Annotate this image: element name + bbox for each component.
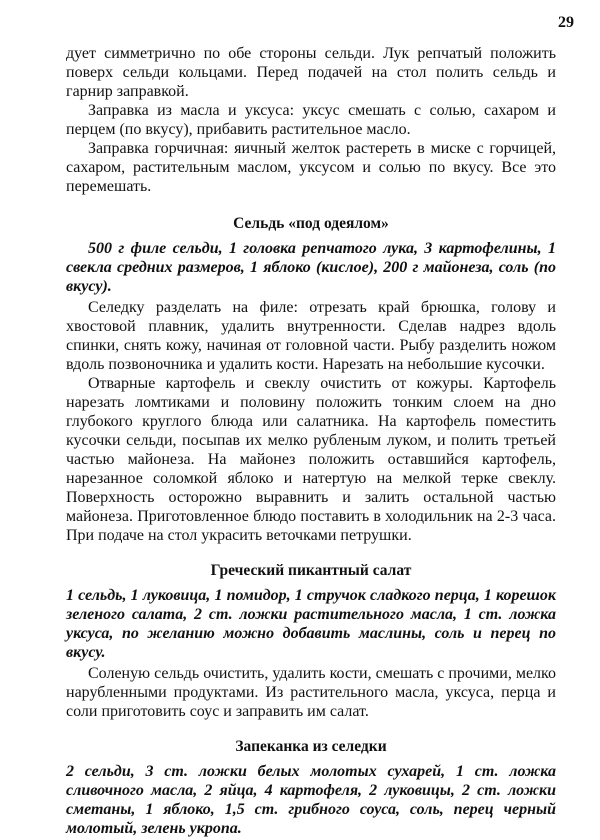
- recipe-ingredients: 2 сельди, 3 ст. ложки белых молотых сухарей, 1 ст. ложка сливочного масла, 2 яйца, 4 картофеля, 2 луковицы, 2 ст. ложки сметаны, 1 яблоко, 1,5 ст. грибного соуса, соль, перец черный молотый, зелень укропа.: [66, 763, 556, 837]
- recipe-title: Сельдь «под одеялом»: [233, 215, 389, 232]
- page-number: 29: [558, 14, 574, 31]
- recipe-step: Селедку разделать на филе: отрезать край брюшка, голову и хвостовой плавник, удалить внутренности. Сделав надрез вдоль спинки, снять кожу, начиная от головной части. Рыбу разделить ножом вдоль позвоночника и удалить кости. Нарезать на небольшие кусочки.: [66, 299, 556, 373]
- intro-paragraph: Заправка горчичная: яичный желток растереть в миске с горчицей, сахаром, растительным маслом, уксусом и солью по вкусу. Все это перемешать.: [66, 140, 556, 195]
- recipe-ingredients: 500 г филе сельди, 1 головка репчатого лука, 3 картофелины, 1 свекла средних размеров, 1 яблоко (кислое), 200 г майонеза, соль (по вкусу).: [66, 240, 556, 295]
- intro-paragraph: дует симметрично по обе стороны сельди. Лук репчатый положить поверх сельди кольцами. Перед подачей на стол полить сельдь и гарнир заправкой.: [66, 45, 556, 100]
- recipe-step: Соленую сельдь очистить, удалить кости, смешать с прочими, мелко нарубленными продуктами. Из растительного масла, уксуса, перца и соли приготовить соус и заправить им салат.: [66, 665, 556, 720]
- intro-paragraph: Заправка из масла и уксуса: уксус смешать с солью, сахаром и перцем (по вкусу), прибавить растительное масло.: [66, 102, 556, 138]
- recipe-title: Запеканка из селедки: [235, 738, 387, 755]
- recipe-ingredients: 1 сельдь, 1 луковица, 1 помидор, 1 стручок сладкого перца, 1 корешок зеленого салата, 2 ст. ложки растительного масла, 1 ст. ложка уксуса, по желанию можно добавить маслины, соль и перец по вкусу.: [66, 587, 556, 661]
- page-content: [66, 44, 556, 840]
- recipe-title: Греческий пикантный салат: [210, 562, 412, 579]
- recipe-step: Отварные картофель и свеклу очистить от кожуры. Картофель нарезать ломтиками и половину положить тонким слоем на дно глубокого круглого блюда или салатника. На картофель поместить кусочки сельди, посыпав их мелко рубленым луком, и полить третьей частью майонеза. На майонез положить оставшийся картофель, нарезанное соломкой яблоко и натертую на мелкой терке свеклу. Поверхность осторожно выравнить и залить остальной частью майонеза. Приготовленное блюдо поставить в холодильник на 2-3 часа. При подаче на стол украсить веточками петрушки.: [66, 375, 556, 544]
